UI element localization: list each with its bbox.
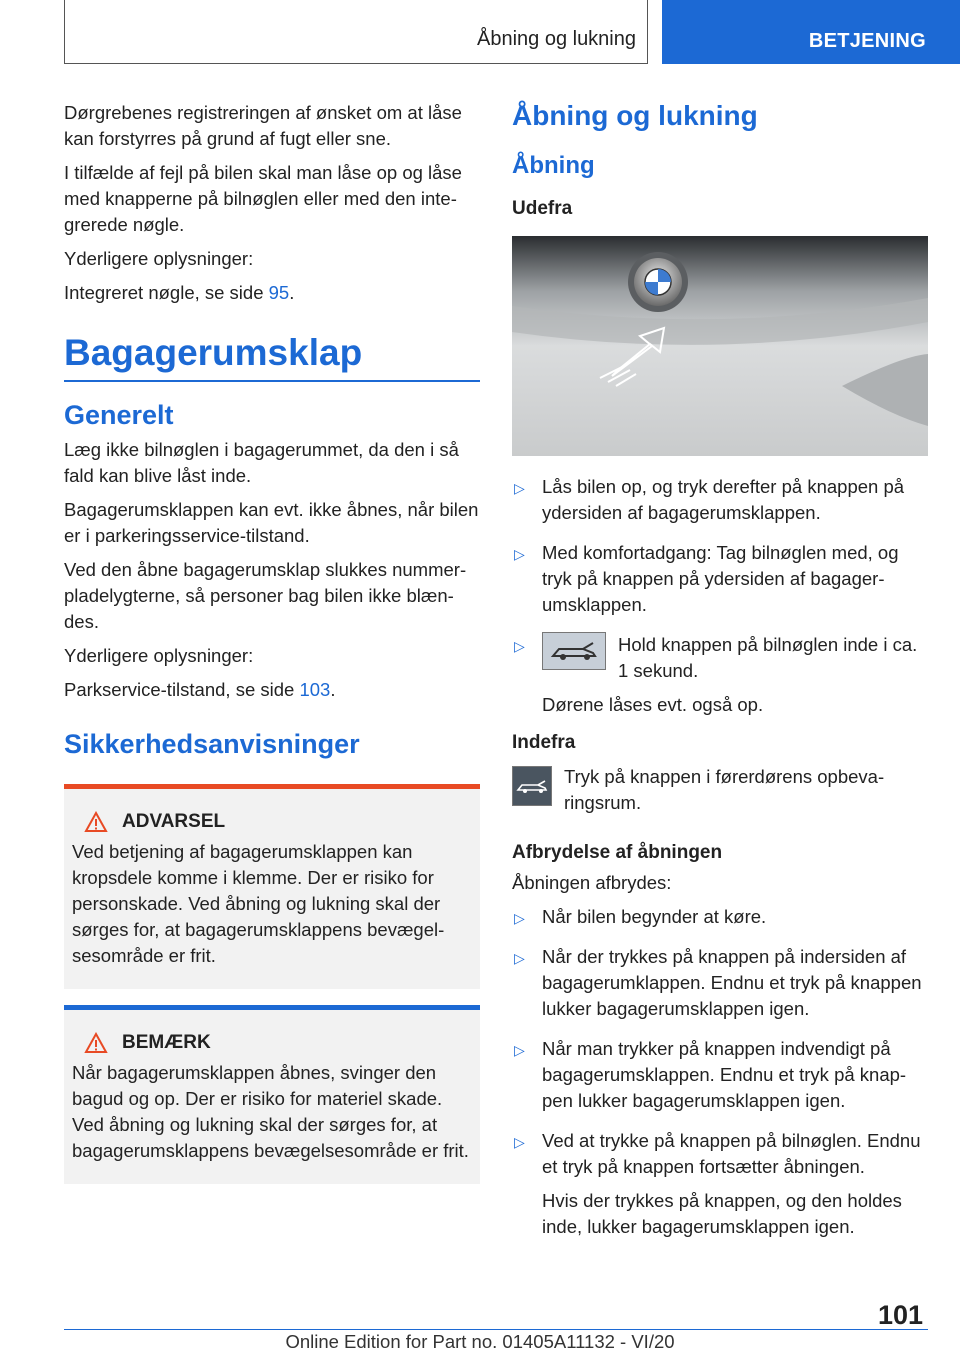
bullet-triangle-icon: ▷ — [514, 1134, 525, 1150]
subheading-interrupt: Afbrydelse af åbningen — [512, 842, 723, 863]
ref-text: Parkservice-tilstand, se side — [64, 679, 300, 700]
header-chapter-tab: BETJENING — [662, 0, 960, 64]
inside-text: Tryk på knappen i førerdørens opbevaringsrum. — [564, 766, 885, 813]
paragraph: Ved den åbne bagagerumsklap slukkes nummerpladelygterne, så personer bag bilen ikke blændes. — [64, 559, 467, 632]
paragraph: Yderligere oplysninger: — [64, 248, 254, 269]
list-item — [512, 944, 928, 1022]
paragraph — [64, 677, 480, 703]
paragraph: Læg ikke bilnøglen i bagagerummet, da den i så fald kan blive låst inde. — [64, 439, 459, 486]
list-item — [512, 1036, 928, 1114]
list-item-text: Hold knappen på bilnøglen inde i ca. 1 sekund. — [618, 634, 918, 681]
list-item — [512, 1128, 928, 1240]
list-item-text: Når bilen begynder at køre. — [542, 906, 767, 927]
note-text: Når bagagerumsklappen åbnes, svinger den bagud og op. Der er risiko for materiel skade. Ved åbning og lukning skal der sørges for, at bagagerumsklappens bevægelsesområde er frit. — [72, 1062, 469, 1161]
right-column — [512, 100, 928, 1254]
bullet-triangle-icon: ▷ — [514, 1042, 525, 1058]
key-button-row — [542, 632, 928, 684]
note-label: BEMÆRK — [122, 1032, 211, 1053]
left-column — [64, 100, 480, 1200]
warning-triangle-icon — [84, 1032, 108, 1054]
list-item-text: Lås bilen op, og tryk derefter på knappen på ydersiden af bagagerumsklappen. — [542, 476, 905, 523]
bullet-triangle-icon: ▷ — [514, 950, 525, 966]
subheading-inside: Indefra — [512, 732, 576, 753]
list-item-subtext: Hvis der trykkes på knappen, og den holdes inde, lukker bagagerumsklappen igen. — [542, 1190, 902, 1237]
list-item — [512, 904, 928, 930]
bullet-triangle-icon: ▷ — [514, 638, 525, 654]
warning-label: ADVARSEL — [122, 811, 226, 832]
page-number: 101 — [878, 1300, 924, 1330]
paragraph — [64, 280, 480, 306]
paragraph: Bagagerumsklappen kan evt. ikke åbnes, når bilen er i parkeringsservice-tilstand. — [64, 499, 479, 546]
footer-divider — [64, 1329, 928, 1330]
opening-steps — [512, 474, 928, 718]
paragraph: Yderligere oplysninger: — [64, 645, 254, 666]
section-heading: Bagagerumsklap — [64, 332, 480, 382]
list-item-text: Når man trykker på knappen indvendigt på bagagerumsklappen. Endnu et tryk på knappen lukker bagagerumsklappen igen. — [542, 1038, 907, 1111]
footer-edition: Online Edition for Part no. 01405A11132 - VI/20 — [285, 1331, 675, 1352]
note-title — [84, 1032, 472, 1054]
page-link[interactable]: 103 — [299, 679, 331, 700]
list-item — [512, 632, 928, 718]
key-trunk-button-icon — [542, 632, 606, 670]
punct: . — [289, 282, 295, 303]
list-item-text: Ved at trykke på knappen på bilnøglen. Endnu et tryk på knappen fortsætter åbningen. — [542, 1130, 921, 1177]
paragraph: I tilfælde af fejl på bilen skal man låse op og låse med knapperne på bilnøglen eller med den integrerede nøgle. — [64, 162, 462, 235]
door-trunk-button-icon — [512, 766, 552, 806]
note-box — [64, 1005, 480, 1184]
list-item — [512, 474, 928, 526]
subheading-safety: Sikkerhedsanvisninger — [64, 729, 360, 759]
section-title: Åbning og lukning — [512, 100, 758, 131]
door-button-row — [512, 764, 928, 816]
subheading-opening: Åbning — [512, 152, 595, 179]
bullet-triangle-icon: ▷ — [514, 480, 525, 496]
trunk-button-photo — [512, 236, 928, 456]
list-item-text: Når der trykkes på knappen på indersiden af bagagerumklappen. Endnu et tryk på knappen lukker bagagerumsklappen igen. — [542, 946, 922, 1019]
bullet-triangle-icon: ▷ — [514, 546, 525, 562]
punct: . — [330, 679, 336, 700]
warning-title — [84, 811, 472, 833]
header-section-title: Åbning og lukning — [476, 28, 636, 50]
warning-triangle-icon — [84, 811, 108, 833]
list-item-subtext: Dørene låses evt. også op. — [542, 694, 764, 715]
subheading-outside: Udefra — [512, 198, 573, 219]
warning-text: Ved betjening af bagagerumsklappen kan kropsdele komme i klemme. Der er risiko for personskade. Ved åbning og lukning skal der sørges for, at bagagerumsklappens bevægelsesområde er frit. — [72, 841, 445, 966]
bullet-triangle-icon: ▷ — [514, 910, 525, 926]
paragraph: Dørgrebenes registreringen af ønsket om at låse kan forstyrres på grund af fugt eller sne. — [64, 102, 462, 149]
interrupt-list — [512, 904, 928, 1240]
ref-text: Integreret nøgle, se side — [64, 282, 269, 303]
warning-box — [64, 784, 480, 989]
list-item-text: Med komfortadgang: Tag bilnøglen med, og tryk på knappen på ydersiden af bagagerumsklappen. — [542, 542, 899, 615]
subheading-general: Generelt — [64, 400, 174, 430]
page-link[interactable]: 95 — [268, 282, 290, 303]
paragraph: Åbningen afbrydes: — [512, 872, 672, 893]
list-item — [512, 540, 928, 618]
